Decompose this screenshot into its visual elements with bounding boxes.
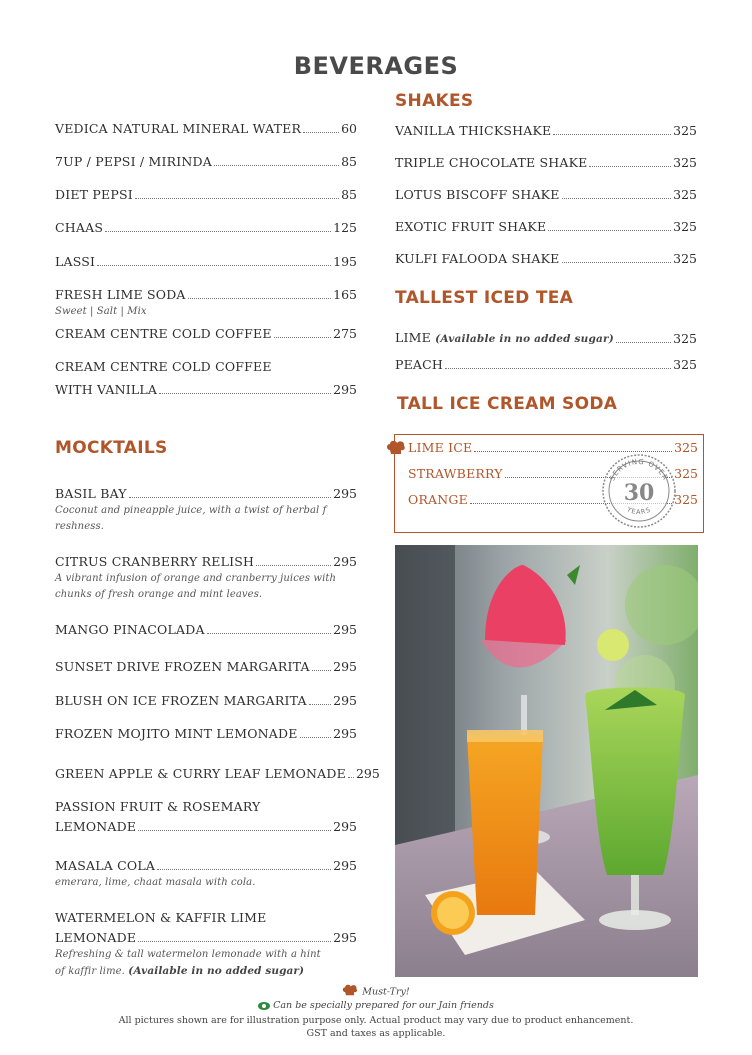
list-item: [55, 622, 357, 638]
item-name-line1: CREAM CENTRE COLD COFFEE: [55, 359, 272, 374]
jain-leaf-icon: [258, 1002, 270, 1010]
list-item: [55, 326, 357, 342]
list-item: [55, 486, 357, 535]
item-name: LASSI: [55, 254, 96, 269]
list-item: [55, 910, 357, 980]
list-item: [395, 187, 697, 203]
stamp-top-text: SERVING OVER: [608, 457, 670, 483]
item-name: CHAAS: [55, 220, 104, 235]
item-description: Refreshing & tall watermelon lemonade with a hint of kaffir lime. (Available in no added sugar): [55, 949, 321, 977]
mocktails-photo: [395, 545, 698, 977]
item-name: LIME (Available in no added sugar): [395, 330, 614, 345]
list-item: [55, 693, 357, 709]
item-price: 125: [333, 220, 357, 235]
item-price: 295: [333, 858, 357, 873]
item-note: (Available in no added sugar): [435, 333, 614, 345]
list-item: [55, 766, 380, 782]
item-price: 325: [673, 251, 697, 266]
list-item: [55, 858, 357, 891]
item-name: PEACH: [395, 357, 444, 372]
item-price: 295: [333, 930, 357, 945]
item-price: 325: [673, 331, 697, 346]
item-name: STRAWBERRY: [408, 466, 503, 481]
item-name: WITH VANILLA: [55, 382, 158, 397]
disclaimer: All pictures shown are for illustration purpose only. Actual product may vary due to product enhancement.: [118, 1015, 634, 1026]
item-name: VANILLA THICKSHAKE: [395, 123, 552, 138]
item-name: FRESH LIME SODA: [55, 287, 186, 302]
item-price: 325: [673, 155, 697, 170]
item-name: DIET PEPSI: [55, 187, 133, 202]
list-item: [55, 154, 357, 170]
list-item: [55, 726, 357, 742]
item-name: VEDICA NATURAL MINERAL WATER: [55, 121, 302, 136]
list-item: [55, 121, 357, 137]
list-item: [55, 554, 357, 603]
page-title: BEVERAGES: [293, 52, 459, 80]
ice-cream-soda-heading: TALL ICE CREAM SODA: [397, 394, 618, 414]
item-name: LEMONADE: [55, 819, 137, 834]
item-name: CREAM CENTRE COLD COFFEE: [55, 326, 272, 341]
must-try-note: Must-Try!: [0, 984, 752, 1000]
item-price: 295: [333, 819, 357, 834]
chef-hat-icon: [342, 984, 358, 1000]
item-name: ORANGE: [408, 492, 468, 507]
item-name: GREEN APPLE & CURRY LEAF LEMONADE: [55, 766, 346, 781]
serving-30-years-stamp: [600, 452, 678, 534]
item-price: 325: [673, 357, 697, 372]
item-description: emerara, lime, chaat masala with cola.: [55, 877, 256, 888]
list-item: [55, 187, 357, 203]
item-price: 85: [341, 187, 357, 202]
item-price: 275: [333, 326, 357, 341]
list-item: [55, 220, 357, 236]
item-name: BLUSH ON ICE FROZEN MARGARITA: [55, 693, 307, 708]
gst-note: GST and taxes as applicable.: [306, 1028, 446, 1039]
item-name: BASIL BAY: [55, 486, 127, 501]
item-description: Coconut and pineapple juice, with a twist of herbal f reshness.: [55, 505, 327, 532]
stamp-bottom-text: YEARS: [625, 505, 653, 517]
item-name: SUNSET DRIVE FROZEN MARGARITA: [55, 659, 310, 674]
item-name-line1: WATERMELON & KAFFIR LIME: [55, 910, 267, 925]
list-item: [395, 330, 697, 347]
list-item: [55, 799, 357, 835]
item-name: LIME ICE: [408, 440, 473, 455]
list-item: [395, 357, 697, 373]
item-name-line1: PASSION FRUIT & ROSEMARY: [55, 799, 261, 814]
item-price: 60: [341, 121, 357, 136]
item-price: 295: [355, 766, 380, 781]
item-price: 165: [333, 287, 357, 302]
list-item: [395, 123, 697, 139]
item-price: 295: [333, 659, 357, 674]
item-name: EXOTIC FRUIT SHAKE: [395, 219, 547, 234]
list-item: [395, 219, 697, 235]
item-price: 325: [674, 440, 698, 455]
item-price: 295: [333, 382, 357, 397]
item-name: FROZEN MOJITO MINT LEMONADE: [55, 726, 298, 741]
list-item: [395, 155, 697, 171]
item-price: 85: [341, 154, 357, 169]
list-item: [55, 359, 357, 398]
item-price: 295: [333, 693, 357, 708]
item-name: MANGO PINACOLADA: [55, 622, 205, 637]
item-price: 295: [333, 726, 357, 741]
list-item: [395, 251, 697, 267]
item-name: MASALA COLA: [55, 858, 156, 873]
jain-note: Can be specially prepared for our Jain friends: [0, 1000, 752, 1011]
item-name: CITRUS CRANBERRY RELISH: [55, 554, 255, 569]
item-price: 325: [673, 123, 697, 138]
item-description: Sweet | Salt | Mix: [55, 306, 147, 317]
item-price: 325: [674, 492, 698, 507]
list-item: [55, 287, 357, 320]
item-description: A vibrant infusion of orange and cranberry juices with chunks of fresh orange and mint leaves.: [55, 573, 337, 600]
item-name: LEMONADE: [55, 930, 137, 945]
item-price: 295: [333, 622, 357, 637]
item-name: KULFI FALOODA SHAKE: [395, 251, 560, 266]
mocktails-heading: MOCKTAILS: [55, 438, 168, 458]
item-name: LOTUS BISCOFF SHAKE: [395, 187, 560, 202]
stamp-number: 30: [623, 480, 655, 506]
item-price: 325: [673, 187, 697, 202]
item-price: 195: [333, 254, 357, 269]
item-name: 7UP / PEPSI / MIRINDA: [55, 154, 212, 169]
item-price: 295: [333, 486, 357, 501]
list-item: [55, 659, 357, 675]
item-price: 325: [673, 219, 697, 234]
list-item: [55, 254, 357, 270]
item-price: 325: [674, 466, 698, 481]
chef-hat-icon: [386, 440, 406, 460]
iced-tea-heading: TALLEST ICED TEA: [395, 288, 574, 308]
item-name: TRIPLE CHOCOLATE SHAKE: [395, 155, 588, 170]
item-price: 295: [333, 554, 357, 569]
shakes-heading: SHAKES: [395, 91, 474, 111]
